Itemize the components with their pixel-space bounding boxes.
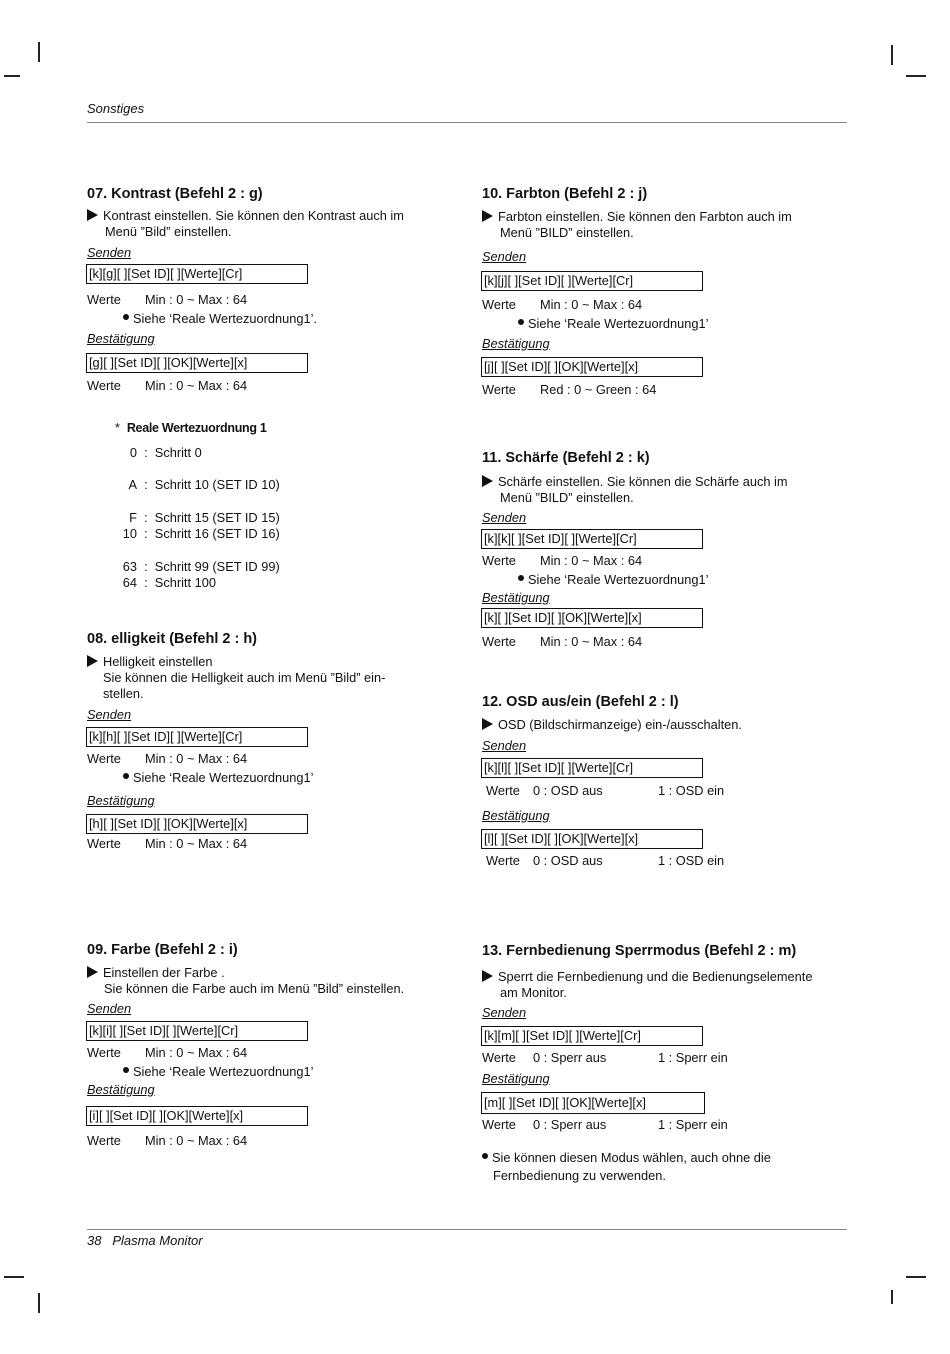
footnote-line: Sie können diesen Modus wählen, auch ohne die [492,1150,771,1165]
send-command-box: [k][k][ ][Set ID][ ][Werte][Cr] [481,529,703,549]
send-label: Senden [87,245,132,260]
desc-line: Menü ”BILD” einstellen. [500,490,634,505]
values-label: Werte [87,751,121,766]
note-text: Siehe ‘Reale Wertezuordnung1’. [133,311,318,326]
mapping-value: Schritt 0 [154,445,202,460]
values-range: Min : 0 ~ Max : 64 [145,1045,248,1060]
send-command-box: [k][m][ ][Set ID][ ][Werte][Cr] [481,1026,703,1046]
desc-line: Sie können die Helligkeit auch im Menü ”Bild” ein- [103,670,386,685]
send-label: Senden [482,738,527,753]
crop-mark [906,75,926,77]
ack-label: Bestätigung [87,793,155,808]
value-on: 1 : Sperr ein [658,1117,728,1132]
triangle-bullet-icon [482,475,493,487]
mapping-key: 64 [122,575,137,590]
crop-mark [38,42,40,62]
section-title-12: 12. OSD aus/ein (Befehl 2 : l) [482,694,679,710]
section-title-10: 10. Farbton (Befehl 2 : j) [482,186,648,202]
send-command-box: [k][j][ ][Set ID][ ][Werte][Cr] [481,271,703,291]
footer-rule [87,1229,847,1230]
triangle-bullet-icon [482,210,493,222]
desc-line: Helligkeit einstellen [103,654,213,669]
ack-command-box: [m][ ][Set ID][ ][OK][Werte][x] [481,1092,705,1114]
value-off: 0 : Sperr aus [533,1117,607,1132]
section-desc-13 [482,969,838,1001]
section-title-08: 08. elligkeit (Befehl 2 : h) [87,631,258,647]
send-label: Senden [482,1005,527,1020]
send-command-box: [k][g][ ][Set ID][ ][Werte][Cr] [86,264,308,284]
mapping-value: Schritt 99 (SET ID 99) [154,559,280,574]
ack-label: Bestätigung [482,808,550,823]
note-text: Siehe ‘Reale Wertezuordnung1’ [133,770,314,785]
mapping-value: Schritt 10 (SET ID 10) [154,477,280,492]
send-label: Senden [482,510,527,525]
values-label: Werte [482,634,516,649]
ack-label: Bestätigung [87,331,155,346]
send-label: Senden [87,707,132,722]
values-label: Werte [486,783,520,798]
mapping-row: 63 : Schritt 99 (SET ID 99) [119,559,280,575]
desc-line: Menü ”BILD” einstellen. [500,225,634,240]
mapping-row: F : Schritt 15 (SET ID 15) [119,510,280,526]
crop-mark [891,1290,893,1304]
values-label: Werte [87,378,121,393]
ack-command-box: [k][ ][Set ID][ ][OK][Werte][x] [481,608,703,628]
send-command-box: [k][l][ ][Set ID][ ][Werte][Cr] [481,758,703,778]
ack-command-box: [h][ ][Set ID][ ][OK][Werte][x] [86,814,308,834]
section-desc-12 [482,717,822,733]
footer [87,1233,203,1248]
values-label: Werte [486,853,520,868]
values-range: Min : 0 ~ Max : 64 [145,836,248,851]
note [123,311,317,326]
footnote-line: Fernbedienung zu verwenden. [493,1168,666,1183]
asterisk: * [115,421,120,435]
page-number: 38 [87,1233,102,1248]
ack-command-box: [l][ ][Set ID][ ][OK][Werte][x] [481,829,703,849]
value-on: 1 : OSD ein [658,783,725,798]
values-range: Min : 0 ~ Max : 64 [145,292,248,307]
bullet-icon [482,1153,488,1159]
footer-title: Plasma Monitor [112,1233,203,1248]
desc-line: Sperrt die Fernbedienung und die Bedienungselemente [498,969,813,984]
desc-line: Menü ”Bild” einstellen. [105,224,232,239]
values-range: Red : 0 ~ Green : 64 [540,382,657,397]
mapping-row: 0 : Schritt 0 [119,445,202,461]
values-label: Werte [482,1050,516,1065]
desc-line: stellen. [103,686,144,701]
values-row [87,292,121,307]
triangle-bullet-icon [87,966,98,978]
ack-label: Bestätigung [482,1071,550,1086]
crop-mark [4,75,20,77]
mapping-row: A : Schritt 10 (SET ID 10) [119,477,280,493]
section-title-13: 13. Fernbedienung Sperrmodus (Befehl 2 : m) [482,943,797,959]
bullet-icon [123,1067,129,1073]
mapping-value: Schritt 100 [154,575,216,590]
section-title-11: 11. Schärfe (Befehl 2 : k) [482,450,650,466]
section-desc-09 [87,965,427,997]
send-command-box: [k][i][ ][Set ID][ ][Werte][Cr] [86,1021,308,1041]
desc-line: Farbton einstellen. Sie können den Farbton auch im [498,209,792,224]
bullet-icon [123,773,129,779]
bullet-icon [123,314,129,320]
triangle-bullet-icon [87,209,98,221]
send-label: Senden [482,249,527,264]
triangle-bullet-icon [482,718,493,730]
values-range: Min : 0 ~ Max : 64 [145,1133,248,1148]
section-title-09: 09. Farbe (Befehl 2 : i) [87,942,238,958]
mapping-key: 10 [122,526,137,541]
mapping-key: 0 [129,445,137,460]
footnote [482,1149,771,1185]
desc-line: Sie können die Farbe auch im Menü ”Bild” einstellen. [104,981,405,996]
value-off: 0 : OSD aus [533,783,603,798]
send-command-box: [k][h][ ][Set ID][ ][Werte][Cr] [86,727,308,747]
desc-line: Kontrast einstellen. Sie können den Kontrast auch im [103,208,404,223]
mapping-row: 10 : Schritt 16 (SET ID 16) [119,526,280,542]
bullet-icon [518,319,524,325]
note [123,770,313,785]
values-range: Min : 0 ~ Max : 64 [145,751,248,766]
values-range: Min : 0 ~ Max : 64 [145,378,248,393]
value-off: 0 : Sperr aus [533,1050,607,1065]
mapping-value: Schritt 15 (SET ID 15) [154,510,280,525]
crop-mark [4,1276,24,1278]
mapping-title-text: Reale Wertezuordnung 1 [126,421,267,435]
mapping-value: Schritt 16 (SET ID 16) [154,526,280,541]
mapping-key: 63 [122,559,137,574]
note-text: Siehe ‘Reale Wertezuordnung1’ [528,572,709,587]
values-range: Min : 0 ~ Max : 64 [540,553,643,568]
section-header: Sonstiges [87,101,145,116]
crop-mark [891,45,893,65]
values-label: Werte [87,1133,121,1148]
note-text: Siehe ‘Reale Wertezuordnung1’ [528,316,709,331]
values-label: Werte [482,297,516,312]
value-off: 0 : OSD aus [533,853,603,868]
mapping-title [115,421,267,435]
send-label: Senden [87,1001,132,1016]
section-desc-10 [482,209,822,241]
ack-label: Bestätigung [482,590,550,605]
values-label: Werte [87,1045,121,1060]
desc-line: Einstellen der Farbe . [103,965,225,980]
note [123,1064,313,1079]
mapping-row: 64 : Schritt 100 [119,575,216,591]
ack-command-box: [g][ ][Set ID][ ][OK][Werte][x] [86,353,308,373]
value-on: 1 : Sperr ein [658,1050,728,1065]
note [518,316,708,331]
triangle-bullet-icon [87,655,98,667]
note [518,572,708,587]
values-range: Min : 0 ~ Max : 64 [540,297,643,312]
values-label: Werte [482,1117,516,1132]
ack-label: Bestätigung [482,336,550,351]
ack-command-box: [i][ ][Set ID][ ][OK][Werte][x] [86,1106,308,1126]
crop-mark [906,1276,926,1278]
desc-line: Schärfe einstellen. Sie können die Schärfe auch im [498,474,788,489]
desc-line: OSD (Bildschirmanzeige) ein-/ausschalten. [498,717,742,732]
values-label: Werte [482,382,516,397]
triangle-bullet-icon [482,970,493,982]
header-rule [87,122,847,123]
mapping-key: A [128,477,137,492]
values-label: Werte [482,553,516,568]
section-desc-07 [87,208,427,240]
values-label: Werte [87,292,121,307]
mapping-key: F [129,510,137,525]
desc-line: am Monitor. [500,985,567,1000]
section-title-07: 07. Kontrast (Befehl 2 : g) [87,186,263,202]
crop-mark [38,1293,40,1313]
section-desc-11 [482,474,822,506]
note-text: Siehe ‘Reale Wertezuordnung1’ [133,1064,314,1079]
bullet-icon [518,575,524,581]
value-on: 1 : OSD ein [658,853,725,868]
values-range: Min : 0 ~ Max : 64 [540,634,643,649]
section-desc-08 [87,654,420,702]
values-label: Werte [87,836,121,851]
ack-label: Bestätigung [87,1082,155,1097]
ack-command-box: [j][ ][Set ID][ ][OK][Werte][x] [481,357,703,377]
